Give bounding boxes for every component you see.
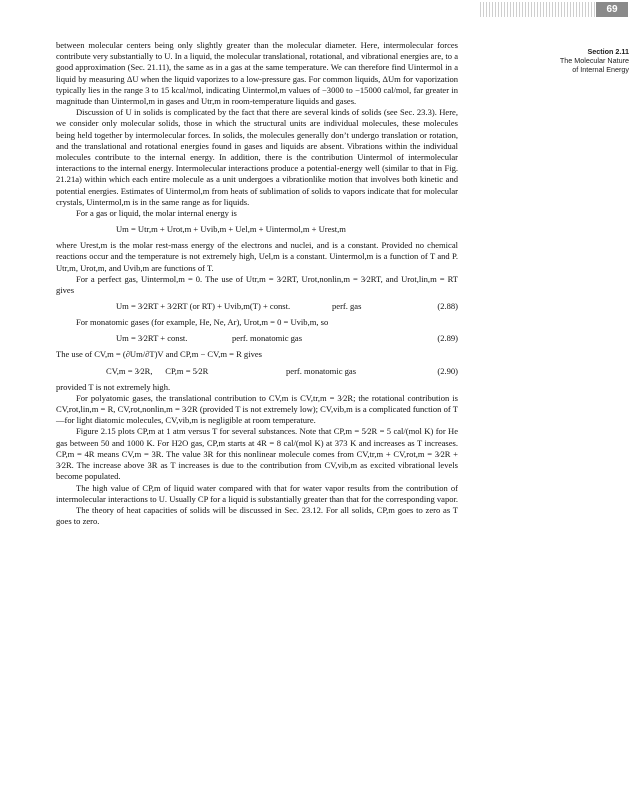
equation-internal-energy: [56, 222, 458, 237]
paragraph-6: For monatomic gases (for example, He, Ne, Ar), Urot,m = 0 = Uvib,m, so: [76, 317, 329, 328]
equation-2-88: [56, 299, 458, 314]
equation-expression: Um = Utr,m + Urot,m + Uvib,m + Uel,m + Uintermol,m + Urest,m: [116, 224, 346, 235]
paragraph-2: Discussion of U in solids is complicated by the fact that there are several kinds of solids (see Sec. 23.3). Here, we consider only molecular solids, those in which the structural units are individual molecules, these molecules being held together by intermolecular forces. In solids, the molecules generally don’t undergo translation or rotation, and the translational and rotational energies found in gases and liquids are absent. Vibrations within the individual molecules contribute to the internal energy. In addition, there is the contribution Uintermol of intermolecular interactions to the internal energy. Intermolecular interactions produce a potential-energy well (similar to that in Fig. 21.21a) within which each entire molecule as a unit undergoes a vibrationlike motion that involves both kinetic and potential energies. Estimates of Uintermol,m from heats of sublimation of solids to vapors indicate that for molecular crystals, Uintermol,m is in the same range as for liquids.: [56, 107, 458, 207]
paragraph-11: The high value of CP,m of liquid water compared with that for water vapor results from the contribution of intermolecular interactions to U. Usually CP for a liquid is substantially greater than that for the corresponding vapor.: [56, 482, 458, 504]
equation-number: (2.88): [437, 301, 458, 312]
equation-expression: Um = 3⁄2RT + const.: [116, 333, 188, 344]
paragraph-12: The theory of heat capacities of solids will be discussed in Sec. 23.12. For all solids, CP,m goes to zero as T goes to zero.: [56, 504, 458, 527]
section-label: Section 2.11: [587, 47, 629, 56]
equation-number: (2.90): [437, 365, 458, 376]
paragraph-1: between molecular centers being only slightly greater than the molecular diameter. Here, intermolecular forces contribute very substantially to U. In a liquid, the molecular translational, rotational, and vibrational energies are, to a good approximation (Sec. 21.11), the same as in a gas at the same temperature. We can therefore find Uintermol in a liquid by measuring ΔU when the liquid vaporizes to a low-pressure gas. For common liquids, ΔUm for vaporization typically lies in the range 3 to 15 kcal/mol, indicating Uintermol,m values of −3000 to −15000 cal/mol, far greater in magnitude than Uintermol,m in gases and Utr,m in room-temperature liquids and gases.: [56, 40, 458, 107]
paragraph-7: The use of CV,m = (∂Um/∂T)V and CP,m − CV,m = R gives: [56, 349, 262, 360]
equation-condition: perf. gas: [332, 301, 362, 312]
equation-condition: perf. monatomic gas: [232, 333, 303, 344]
main-text-column: [56, 40, 458, 527]
paragraph-8: provided T is not extremely high.: [56, 381, 171, 392]
page-number: 69: [596, 2, 628, 17]
equation-number: (2.89): [437, 333, 458, 344]
paragraph-3: For a gas or liquid, the molar internal energy is: [76, 208, 237, 219]
paragraph-9: For polyatomic gases, the translational contribution to CV,m is CV,tr,m = 3⁄2R; the rotational contribution is CV,rot,lin,m = R, CV,rot,nonlin,m = 3⁄2R (provided T is not extremely low); CV,vib,m is a complicated function of T—for light diatomic molecules, CV,vib,m is negligible at room temperature.: [56, 392, 458, 426]
paragraph-5: For a perfect gas, Uintermol,m = 0. The use of Utr,m = 3⁄2RT, Urot,nonlin,m = 3⁄2RT, and Urot,lin,m = RT gives: [56, 273, 458, 296]
equation-expression: Um = 3⁄2RT + 3⁄2RT (or RT) + Uvib,m(T) + const.: [116, 301, 291, 312]
section-title-line-2: of Internal Energy: [572, 65, 629, 74]
section-sidenote: [511, 47, 629, 74]
equation-expression: CV,m = 3⁄2R, CP,m = 5⁄2R: [106, 365, 209, 376]
paragraph-10: Figure 2.15 plots CP,m at 1 atm versus T for several substances. Note that CP,m = 5⁄2R = 5 cal/(mol K) for He gas between 50 and 1000 K. For H2O gas, CP,m starts at 4R = 8 cal/(mol K) at 373 K and increases as T increases. CP,m = 4R means CV,m = 3R. The value 3R for this nonlinear molecule comes from CV,tr,m + CV,rot,m = 3⁄2R + 3⁄2R. The increase above 3R as T increases is due to the contribution from CV,vib,m as excited vibrational levels become populated.: [56, 426, 458, 482]
equation-2-89: [56, 331, 458, 346]
paragraph-4: where Urest,m is the molar rest-mass energy of the electrons and nuclei, and is a constant. Provided no chemical reactions occur and the temperature is not extremely high, Uel,m is a constant. Uintermol,m is a function of T and P. Utr,m, Urot,m, and Uvib,m are functions of T.: [56, 240, 458, 273]
equation-2-90: [56, 364, 458, 379]
section-title-line-1: The Molecular Nature: [559, 56, 629, 65]
equation-condition: perf. monatomic gas: [286, 365, 357, 376]
